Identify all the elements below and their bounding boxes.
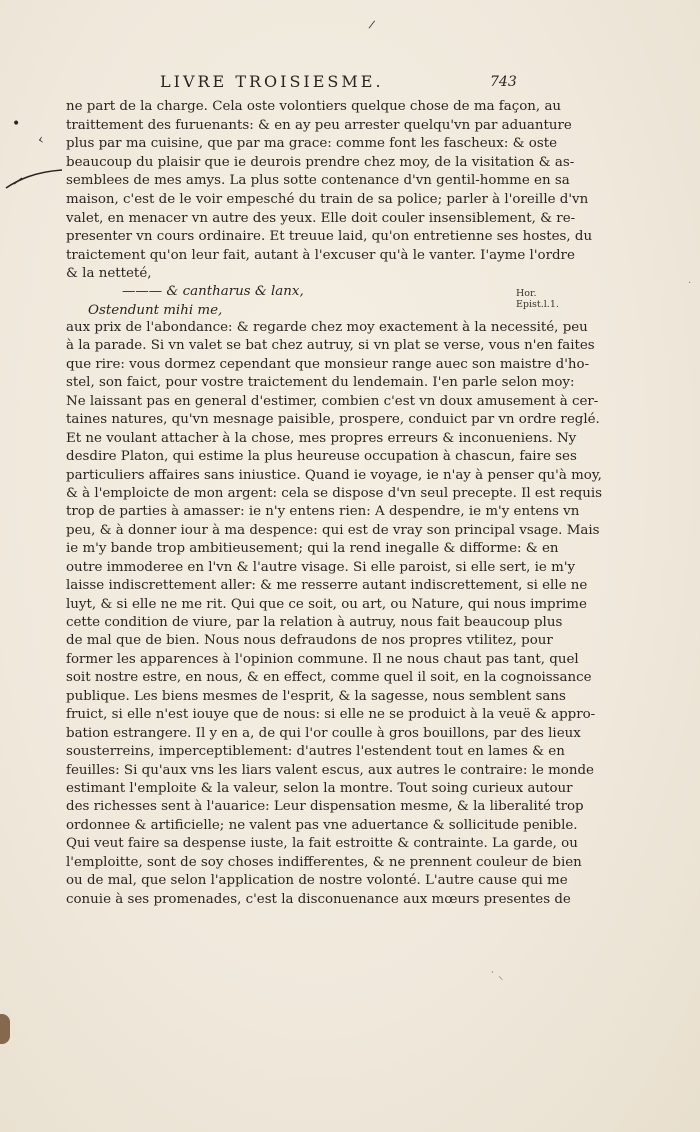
text-line: sousterreins, imperceptiblement: d'autres l'estendent tout en lames & en — [66, 744, 565, 760]
text-line: de mal que de bien. Nous nous defraudons de nos propres vtilitez, pour — [66, 633, 553, 649]
text-line: semblees de mes amys. La plus sotte contenance d'vn gentil-homme en sa — [66, 173, 570, 189]
margin-pen-mark: ‹ — [36, 131, 45, 149]
text-line: l'emploitte, sont de soy choses indifferentes, & ne prennent couleur de bien — [66, 854, 582, 870]
text-line: beaucoup du plaisir que ie deurois prendre chez moy, de la visitation & as- — [66, 154, 575, 170]
text-line: plus par ma cuisine, que par ma grace: comme font les fascheux: & oste — [66, 136, 558, 152]
text-line: luyt, & si elle ne me rit. Qui que ce soit, ou art, ou Nature, qui nous imprime — [66, 596, 587, 612]
ink-speck: / — [367, 17, 376, 32]
margin-bullet-mark: • — [12, 116, 21, 132]
text-line: à la parade. Si vn valet se bat chez autruy, si vn plat se verse, vous n'en faites — [66, 338, 595, 354]
text-line: aux prix de l'abondance: & regarde chez moy exactement à la necessité, peu — [66, 320, 588, 335]
text-line: stel, son faict, pour vostre traictement du lendemain. I'en parle selon moy: — [66, 375, 575, 391]
edge-mark: · — [688, 278, 692, 289]
citation-work: Epist.l.1. — [516, 299, 559, 310]
text-line: que rire: vous dormez cependant que monsieur range auec son maistre d'ho- — [66, 356, 590, 372]
text-line: maison, c'est de le voir empesché du train de sa police; parler à l'oreille d'vn — [66, 191, 589, 207]
text-line: Ne laissant pas en general d'estimer, combien c'est vn doux amusement à cer- — [66, 393, 599, 409]
edge-stain — [0, 1014, 10, 1044]
text-line: outre immoderee en l'vn & l'autre visage. Si elle paroist, si elle sert, ie m'y — [66, 559, 576, 575]
latin-quotation — [66, 282, 512, 320]
margin-pen-stroke — [4, 166, 66, 192]
text-line: former les apparences à l'opinion commune. Il ne nous chaut pas tant, quel — [66, 651, 579, 667]
text-line: bation estrangere. Il y en a, de qui l'or coulle à gros bouillons, par des lieux — [66, 725, 581, 741]
text-line: estimant l'emploite & la valeur, selon la montre. Tout soing curieux autour — [66, 780, 573, 796]
text-line: & à l'emploicte de mon argent: cela se dispose d'vn seul precepte. Il est requis — [66, 485, 603, 501]
text-line: ie m'y bande trop ambitieusement; qui la rend inegalle & difforme: & en — [66, 541, 559, 557]
text-line: valet, en menacer vn autre des yeux. Elle doit couler insensiblement, & re- — [66, 210, 576, 226]
text-line: fruict, si elle n'est iouye que de nous: si elle ne se produict à la veuë & appro- — [66, 707, 596, 723]
text-line: conuie à ses promenades, c'est la disconuenance aux mœurs presentes de — [66, 891, 571, 907]
text-line: desdire Platon, qui estime la plus heureuse occupation à chascun, faire ses — [66, 449, 577, 465]
text-line: cette condition de viure, par la relation à autruy, nous fait beaucoup plus — [66, 615, 563, 630]
paragraph-1 — [66, 98, 593, 284]
ink-speck: ˙ ⸜ — [490, 971, 504, 982]
text-line: ne part de la charge. Cela oste volontiers quelque chose de ma façon, au — [66, 99, 562, 114]
text-line: presenter vn cours ordinaire. Et treuue laid, qu'on entretienne ses hostes, du — [66, 229, 593, 245]
running-head: LIVRE TROISIESME. — [160, 72, 384, 91]
text-line: traictement qu'on leur fait, autant à l'excuser qu'à le vanter. I'ayme l'ordre — [66, 247, 575, 263]
page-number: 743 — [490, 74, 517, 90]
text-line: soit nostre estre, en nous, & en effect, comme quel il soit, en la cognoissance — [66, 670, 592, 686]
text-line: & la netteté, — [66, 266, 152, 282]
paragraph-2 — [66, 319, 603, 909]
text-line: des richesses sent à l'auarice: Leur dispensation mesme, & la liberalité trop — [66, 799, 584, 815]
quote-line: ——— & cantharus & lanx, — [122, 284, 304, 299]
text-line: Qui veut faire sa despense iuste, la fait estroitte & contrainte. La garde, ou — [66, 836, 578, 852]
text-line: taines natures, qu'vn mesnage paisible, prospere, conduict par vn ordre reglé. — [66, 412, 600, 428]
text-line: traittement des furuenants: & en ay peu arrester quelqu'vn par aduanture — [66, 117, 572, 133]
text-line: ou de mal, que selon l'application de nostre volonté. L'autre cause qui me — [66, 873, 568, 889]
text-line: laisse indiscrettement aller: & me resserre autant indiscrettement, si elle ne — [66, 578, 588, 594]
text-line: ordonnee & artificielle; ne valent pas vne aduertance & sollicitude penible. — [66, 817, 578, 833]
margin-citation — [516, 288, 576, 310]
citation-author: Hor. — [516, 288, 537, 299]
text-line: feuilles: Si qu'aux vns les liars valent escus, aux autres le contraire: le monde — [66, 762, 594, 778]
quote-line: Ostendunt mihi me, — [88, 303, 223, 318]
text-line: trop de parties à amasser: ie n'y entens rien: A despendre, ie m'y entens vn — [66, 504, 580, 520]
text-line: publique. Les biens mesmes de l'esprit, & la sagesse, nous semblent sans — [66, 688, 566, 704]
text-line: Et ne voulant attacher à la chose, mes propres erreurs & inconueniens. Ny — [66, 430, 577, 446]
text-line: peu, & à donner iour à ma despence: qui est de vray son principal vsage. Mais — [66, 522, 600, 538]
text-line: particuliers affaires sans iniustice. Quand ie voyage, ie n'ay à penser qu'à moy, — [66, 467, 602, 483]
page-header — [0, 72, 700, 96]
